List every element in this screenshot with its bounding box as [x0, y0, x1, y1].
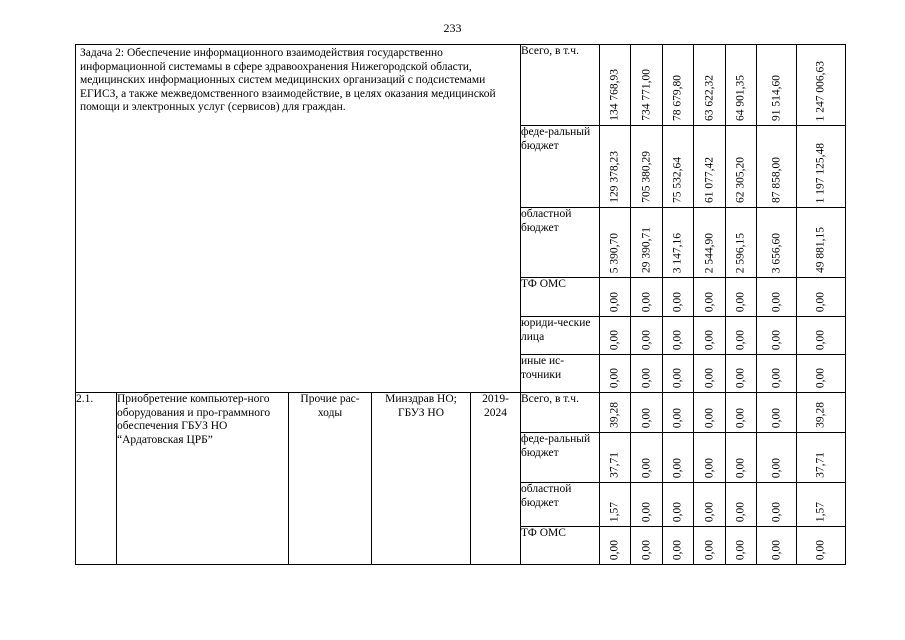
value-cell: 0,00	[797, 355, 846, 393]
value-cell: 0,00	[694, 527, 726, 565]
page-number: 233	[443, 21, 462, 35]
value-cell: 3 147,16	[663, 208, 694, 278]
source-label: областной бюджет	[521, 483, 600, 527]
value-cell: 0,00	[757, 317, 797, 355]
value-cell: 1 197 125,48	[797, 126, 846, 208]
value-cell: 129 378,23	[600, 126, 631, 208]
value-cell: 64 901,35	[726, 45, 757, 126]
value-cell: 0,00	[631, 527, 663, 565]
value-cell: 37,71	[797, 433, 846, 483]
value-cell: 39,28	[600, 393, 631, 433]
value-cell: 91 514,60	[757, 45, 797, 126]
value-cell: 0,00	[726, 317, 757, 355]
value-cell: 0,00	[694, 393, 726, 433]
value-cell: 78 679,80	[663, 45, 694, 126]
value-cell: 0,00	[726, 393, 757, 433]
value-cell: 0,00	[694, 278, 726, 317]
value-cell: 0,00	[631, 393, 663, 433]
value-cell: 134 768,93	[600, 45, 631, 126]
value-cell: 0,00	[600, 317, 631, 355]
value-cell: 0,00	[631, 355, 663, 393]
value-cell: 0,00	[600, 278, 631, 317]
value-cell: 1,57	[797, 483, 846, 527]
source-label: феде-ральный бюджет	[521, 126, 600, 208]
value-cell: 49 881,15	[797, 208, 846, 278]
value-cell: 0,00	[757, 278, 797, 317]
budget-table	[75, 44, 846, 565]
value-cell: 0,00	[757, 527, 797, 565]
source-label: иные ис-точники	[521, 355, 600, 393]
executor: Минздрав НО; ГБУЗ НО	[372, 393, 471, 565]
value-cell: 0,00	[694, 433, 726, 483]
value-cell: 0,00	[797, 317, 846, 355]
source-label: областной бюджет	[521, 208, 600, 278]
value-cell: 734 771,00	[631, 45, 663, 126]
value-cell: 87 858,00	[757, 126, 797, 208]
value-cell: 0,00	[757, 355, 797, 393]
source-label: Всего, в т.ч.	[521, 393, 600, 433]
value-cell: 0,00	[600, 355, 631, 393]
value-cell: 0,00	[600, 527, 631, 565]
value-cell: 0,00	[757, 483, 797, 527]
value-cell: 0,00	[663, 317, 694, 355]
item-name: Приобретение компьютер-ного оборудования и про-граммного обеспечения ГБУЗ НО “Ардатовская ЦРБ”	[117, 393, 289, 565]
value-cell: 0,00	[631, 483, 663, 527]
value-cell: 37,71	[600, 433, 631, 483]
value-cell: 0,00	[694, 483, 726, 527]
source-label: ТФ ОМС	[521, 278, 600, 317]
value-cell: 61 077,42	[694, 126, 726, 208]
table-row	[76, 45, 846, 126]
value-cell: 705 380,29	[631, 126, 663, 208]
expense-type: Прочие рас-ходы	[289, 393, 372, 565]
value-cell: 75 532,64	[663, 126, 694, 208]
value-cell: 0,00	[726, 433, 757, 483]
value-cell: 0,00	[663, 433, 694, 483]
source-label: Всего, в т.ч.	[521, 45, 600, 126]
value-cell: 3 656,60	[757, 208, 797, 278]
value-cell: 0,00	[663, 278, 694, 317]
value-cell: 0,00	[797, 527, 846, 565]
value-cell: 0,00	[694, 317, 726, 355]
value-cell: 2 596,15	[726, 208, 757, 278]
period: 2019-2024	[471, 393, 521, 565]
value-cell: 1 247 006,63	[797, 45, 846, 126]
value-cell: 29 390,71	[631, 208, 663, 278]
value-cell: 0,00	[663, 355, 694, 393]
source-label: ТФ ОМС	[521, 527, 600, 565]
value-cell: 0,00	[663, 527, 694, 565]
value-cell: 0,00	[757, 393, 797, 433]
value-cell: 0,00	[631, 317, 663, 355]
value-cell: 63 622,32	[694, 45, 726, 126]
value-cell: 0,00	[631, 433, 663, 483]
value-cell: 0,00	[663, 483, 694, 527]
value-cell: 0,00	[663, 393, 694, 433]
table-row	[76, 393, 846, 433]
value-cell: 0,00	[726, 278, 757, 317]
source-label: феде-ральный бюджет	[521, 433, 600, 483]
task-description-cell	[76, 45, 521, 393]
value-cell: 1,57	[600, 483, 631, 527]
value-cell: 0,00	[726, 355, 757, 393]
source-label: юриди-ческие лица	[521, 317, 600, 355]
value-cell: 62 305,20	[726, 126, 757, 208]
value-cell: 39,28	[797, 393, 846, 433]
value-cell: 0,00	[631, 278, 663, 317]
value-cell: 0,00	[726, 483, 757, 527]
value-cell: 0,00	[797, 278, 846, 317]
value-cell: 0,00	[757, 433, 797, 483]
value-cell: 0,00	[726, 527, 757, 565]
task-description: Задача 2: Обеспечение информационного взаимодействия государственно информационной системамы в сфере здравоохранения Нижегородской области, медицинских информационных систем медицинских организаций с подсистемами ЕГИСЗ, а также межведомственного взаимодействие, в целях оказания медицинской помощи и электронных услуг (сервисов) для граждан.	[80, 47, 496, 113]
value-cell: 2 544,90	[694, 208, 726, 278]
value-cell: 5 390,70	[600, 208, 631, 278]
item-number: 2.1.	[76, 393, 117, 565]
value-cell: 0,00	[694, 355, 726, 393]
